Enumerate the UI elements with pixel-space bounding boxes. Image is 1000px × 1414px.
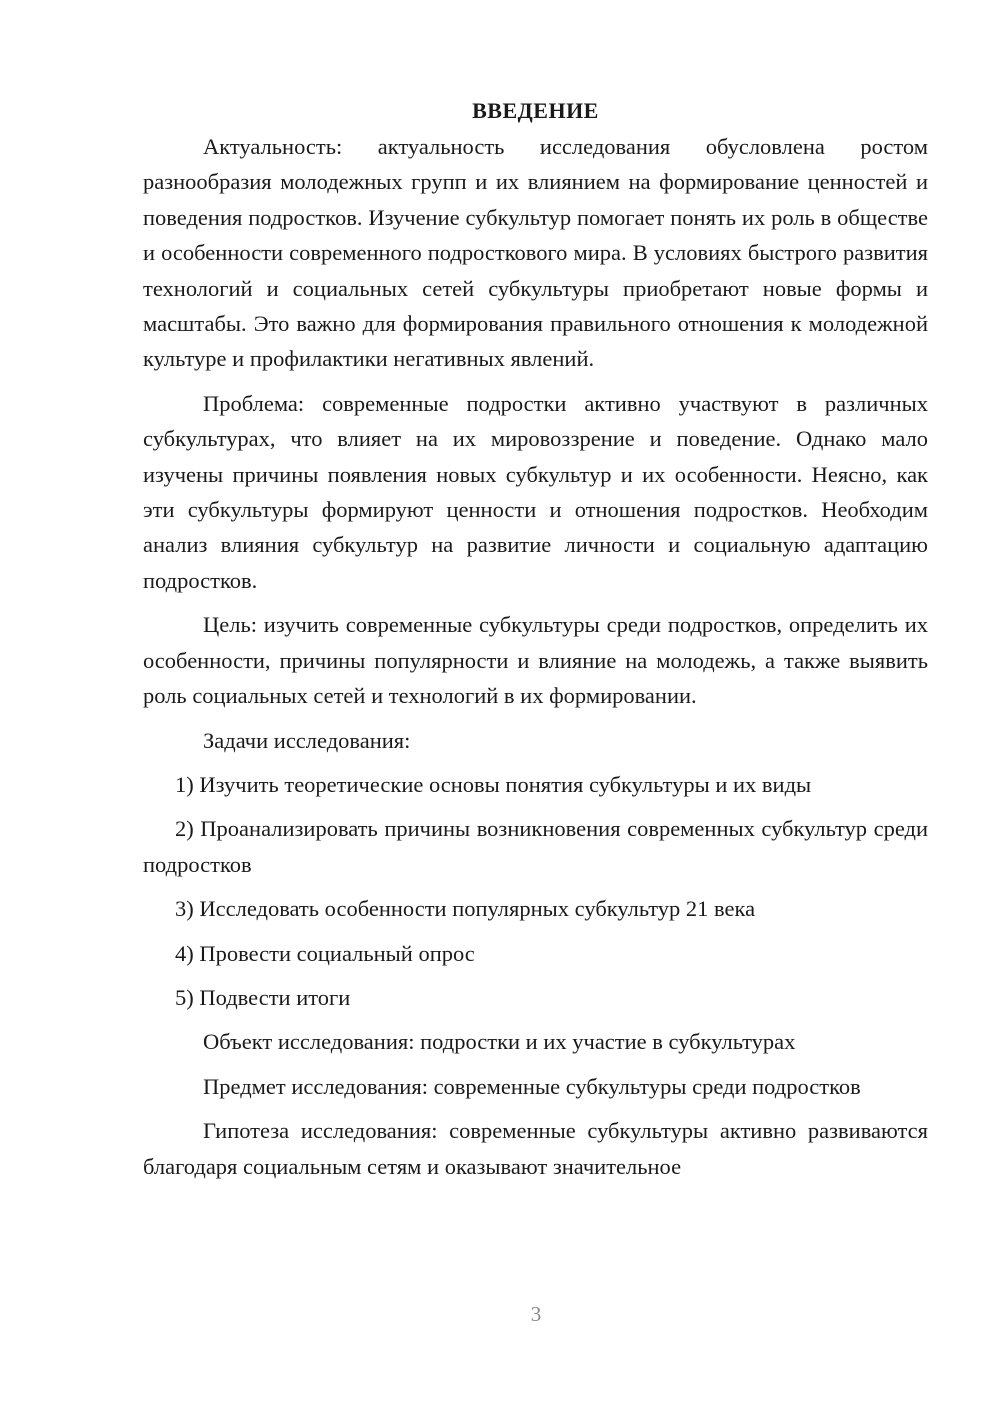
object-paragraph: Объект исследования: подростки и их участие в субкультурах (203, 1029, 796, 1055)
section-heading: ВВЕДЕНИЕ (472, 98, 599, 123)
task-item-5: 5) Подвести итоги (175, 984, 351, 1010)
page-number: 3 (530, 1302, 542, 1326)
task-item-4: 4) Провести социальный опрос (175, 940, 475, 966)
relevance-paragraph: Актуальность: актуальность исследования обусловлена ростом разнообразия молодежных групп и их влиянием на формирование ценностей и поведения подростков. Изучение субкультур помогает понять их роль в обществе и особенности современного подросткового мира. В условиях быстрого развития технологий и социальных сетей субкультуры приобретают новые формы и масштабы. Это важно для формирования правильного отношения к молодежной культуре и профилактики негативных явлений. (143, 134, 928, 372)
hypothesis-paragraph: Гипотеза исследования: современные субкультуры активно развиваются благодаря социальным сетям и оказывают значительное (143, 1118, 928, 1179)
tasks-heading: Задачи исследования: (203, 727, 411, 753)
task-item-3: 3) Исследовать особенности популярных субкультур 21 века (175, 896, 756, 922)
goal-paragraph: Цель: изучить современные субкультуры среди подростков, определить их особенности, причины популярности и влияние на молодежь, а также выявить роль социальных сетей и технологий в их формировании. (143, 612, 928, 709)
problem-paragraph: Проблема: современные подростки активно участвуют в различных субкультурах, что влияет на их мировоззрение и поведение. Однако мало изучены причины появления новых субкультур и их особенности. Неясно, как эти субкультуры формируют ценности и отношения подростков. Необходим анализ влияния субкультур на развитие личности и социальную адаптацию подростков. (143, 390, 928, 593)
page-body (143, 93, 928, 1193)
subject-paragraph: Предмет исследования: современные субкультуры среди подростков (203, 1073, 861, 1099)
task-item-1: 1) Изучить теоретические основы понятия субкультуры и их виды (175, 771, 812, 797)
task-item-2: 2) Проанализировать причины возникновения современных субкультур среди подростков (143, 816, 928, 877)
